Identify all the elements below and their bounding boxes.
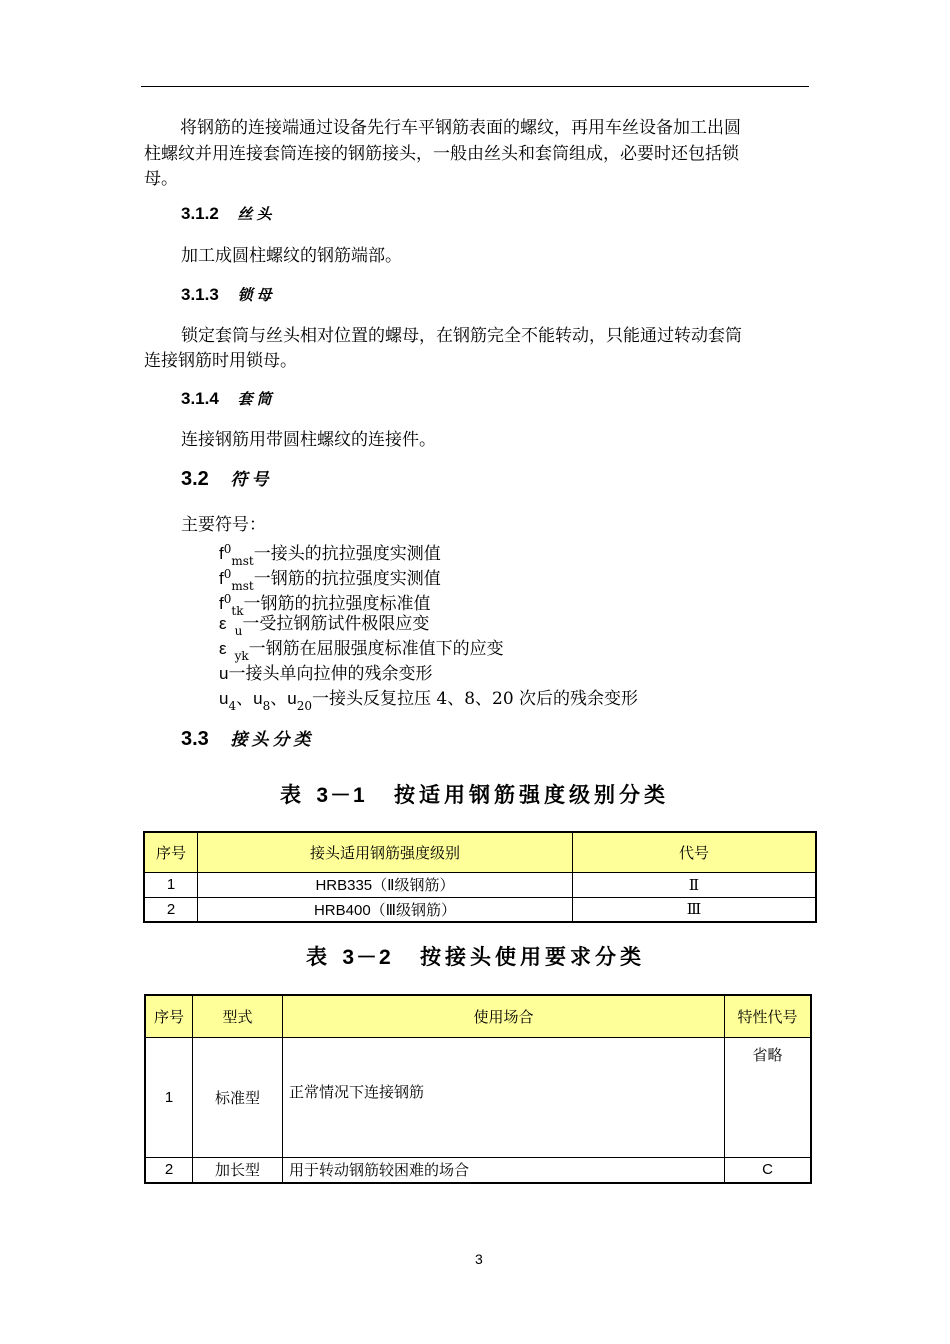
header-cell: 序号 [144, 832, 198, 872]
header-cell: 型式 [193, 995, 283, 1037]
symbol-sub: mst [231, 554, 254, 568]
header-rule [141, 86, 809, 87]
heading-title: 丝头 [237, 205, 276, 223]
intro-line-1: 将钢筋的连接端通过设备先行车平钢筋表面的螺纹，再用车丝设备加工出圆 [180, 118, 741, 138]
header-cell: 特性代号 [725, 995, 812, 1037]
table-3-1 [143, 831, 817, 923]
table-cell: C [725, 1157, 812, 1183]
symbol-desc: 一受拉钢筋试件极限应变 [242, 614, 430, 634]
header-cell: 使用场合 [283, 995, 725, 1037]
symbol-sub: yk [234, 649, 249, 663]
heading-number: 3.3 [181, 728, 209, 750]
table-cell: 1 [144, 872, 198, 897]
table1-caption [280, 779, 669, 809]
symbol-base: u [219, 664, 229, 683]
heading-number: 3.1.3 [181, 285, 219, 304]
caption-title: 按适用钢筋强度级别分类 [393, 782, 669, 807]
symbol-desc: 一接头的抗拉强度实测值 [253, 544, 441, 564]
symbol-sub: u [234, 624, 243, 638]
heading-number: 3.1.4 [181, 389, 219, 408]
table-cell: 标准型 [193, 1037, 283, 1157]
symbol-sup: 0 [223, 567, 232, 581]
table-cell: 1 [145, 1037, 193, 1157]
table2-caption [306, 941, 645, 971]
intro-line-2: 柱螺纹并用连接套筒连接的钢筋接头，一般由丝头和套筒组成，必要时还包括锁 [144, 144, 739, 164]
symbol-base: u [253, 689, 263, 708]
symbol-desc: 一接头单向拉伸的残余变形 [228, 664, 433, 684]
heading-3-2 [181, 465, 272, 491]
symbol-sub: 8 [262, 699, 271, 713]
heading-3-1-4 [181, 388, 276, 409]
symbol-base: u [219, 689, 229, 708]
table-row [145, 1157, 811, 1183]
symbol-sub: 20 [296, 699, 312, 713]
heading-number: 3.2 [181, 468, 209, 490]
heading-3-3 [181, 725, 314, 751]
table-cell: Ⅱ [573, 872, 817, 897]
symbol-sub: 4 [228, 699, 237, 713]
symbols-intro: 主要符号： [181, 515, 266, 535]
symbol-base: u [287, 689, 297, 708]
symbol-base: f [219, 569, 224, 588]
table-row [145, 1037, 811, 1157]
symbol-sup: 0 [223, 592, 232, 606]
symbol-sep: 、 [270, 689, 288, 709]
symbol-sup: 0 [223, 542, 232, 556]
symbol-desc: 一钢筋的抗拉强度标准值 [243, 594, 431, 614]
heading-3-1-2 [181, 203, 276, 224]
header-cell: 序号 [145, 995, 193, 1037]
body-3-1-3-line-1: 锁定套筒与丝头相对位置的螺母，在钢筋完全不能转动，只能通过转动套筒 [181, 326, 742, 346]
symbol-sub: mst [231, 579, 254, 593]
symbol-desc: 一接头反复拉压 4、8、20 次后的残余变形 [311, 689, 639, 709]
symbol-desc: 一钢筋在屈服强度标准值下的应变 [248, 639, 504, 659]
table-header-row [145, 995, 811, 1037]
table-3-2 [144, 994, 812, 1184]
table-cell: Ⅲ [573, 897, 817, 922]
table-row [144, 872, 816, 897]
caption-number: 3－2 [342, 946, 393, 969]
body-3-1-4: 连接钢筋用带圆柱螺纹的连接件。 [181, 430, 436, 450]
symbol-base: ε [219, 639, 227, 658]
symbol-row [219, 662, 432, 686]
heading-3-1-3 [181, 284, 276, 305]
header-cell: 接头适用钢筋强度级别 [198, 832, 573, 872]
symbol-sep: 、 [236, 689, 254, 709]
table-cell: 2 [145, 1157, 193, 1183]
heading-title: 接头分类 [230, 730, 315, 750]
table-cell: 加长型 [193, 1157, 283, 1183]
table-cell: 2 [144, 897, 198, 922]
table-row [144, 897, 816, 922]
table-cell: HRB335（Ⅱ级钢筋） [198, 872, 573, 897]
body-3-1-3-line-2: 连接钢筋时用锁母。 [144, 351, 297, 371]
table-cell: HRB400（Ⅲ级钢筋） [198, 897, 573, 922]
caption-prefix: 表 [306, 944, 331, 969]
symbol-base: f [219, 594, 224, 613]
page-number: 3 [475, 1251, 483, 1267]
symbol-base: ε [219, 614, 227, 633]
table-cell: 省略 [725, 1037, 812, 1157]
intro-line-3: 母。 [144, 169, 178, 189]
symbol-sub: tk [231, 604, 244, 618]
caption-number: 3－1 [316, 784, 367, 807]
heading-number: 3.1.2 [181, 204, 219, 223]
header-cell: 代号 [573, 832, 817, 872]
symbol-row [219, 687, 638, 718]
heading-title: 套筒 [237, 390, 276, 408]
table-cell: 正常情况下连接钢筋 [283, 1037, 725, 1157]
heading-title: 符号 [230, 470, 273, 490]
caption-title: 按接头使用要求分类 [419, 944, 645, 969]
symbol-base: f [219, 544, 224, 563]
symbol-desc: 一钢筋的抗拉强度实测值 [253, 569, 441, 589]
body-3-1-2: 加工成圆柱螺纹的钢筋端部。 [181, 246, 402, 266]
table-cell: 用于转动钢筋较困难的场合 [283, 1157, 725, 1183]
heading-title: 锁母 [237, 286, 276, 304]
caption-prefix: 表 [280, 782, 305, 807]
table-header-row [144, 832, 816, 872]
